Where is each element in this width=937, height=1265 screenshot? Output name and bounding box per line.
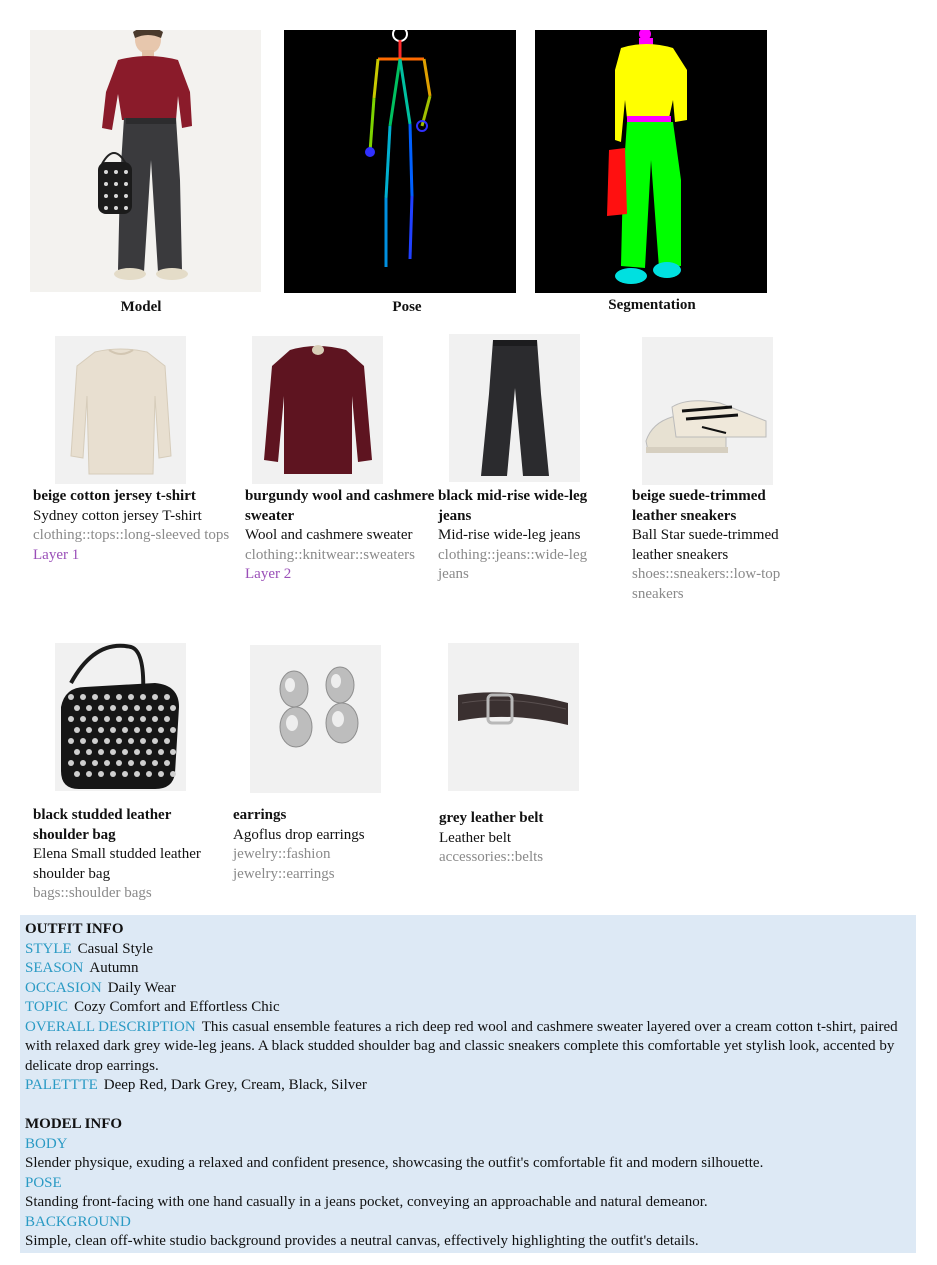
item-card-earrings (233, 806, 423, 884)
item-image-sweater (252, 336, 383, 484)
info-panel (20, 915, 916, 1253)
occasion-label: OCCASION (25, 979, 102, 996)
item-name: beige suede-trimmed leather sneakers (632, 488, 766, 524)
palette-label: PALETTTE (25, 1077, 98, 1093)
background-value: Simple, clean off-white studio background provides a neutral canvas, effectively highlighting the outfit's details. (25, 1233, 699, 1249)
item-layer: Layer 1 (33, 546, 80, 563)
item-card-sweater (245, 487, 435, 585)
item-image-bag (55, 643, 186, 791)
model-photo (30, 30, 261, 292)
background-label: BACKGROUND (25, 1213, 131, 1230)
palette-row (25, 1076, 911, 1096)
model-caption: Model (120, 299, 162, 315)
body-value: Slender physique, exuding a relaxed and confident presence, showcasing the outfit's comfortable fit and modern silhouette. (25, 1155, 764, 1171)
item-category: clothing::tops::long-sleeved tops (33, 527, 230, 543)
item-card-belt (439, 809, 619, 868)
model-info-title: MODEL INFO (25, 1116, 123, 1132)
pose-caption: Pose (392, 299, 422, 315)
pose-value: Standing front-facing with one hand casually in a jeans pocket, conveying an approachable and natural demeanor. (25, 1194, 708, 1210)
item-image-sneakers (642, 337, 773, 485)
item-name: burgundy wool and cashmere sweater (245, 488, 435, 524)
overall-row (25, 1018, 911, 1077)
item-category: clothing::jeans::wide-leg jeans (438, 546, 588, 582)
item-name: beige cotton jersey t-shirt (33, 488, 196, 504)
overall-label: OVERALL DESCRIPTION (25, 1018, 196, 1035)
style-row (25, 940, 911, 960)
item-name: earrings (233, 807, 287, 823)
item-image-belt (448, 643, 579, 791)
season-row (25, 959, 911, 979)
season-value: Autumn (89, 960, 139, 976)
item-desc: Agoflus drop earrings (233, 826, 365, 843)
segmentation-caption: Segmentation (608, 297, 696, 313)
topic-row (25, 998, 911, 1018)
item-category: accessories::belts (439, 849, 544, 865)
item-image-tshirt (55, 336, 186, 484)
item-desc: Mid-rise wide-leg jeans (438, 527, 581, 543)
item-desc: Sydney cotton jersey T-shirt (33, 507, 202, 524)
occasion-row (25, 979, 911, 999)
overall-value: This casual ensemble features a rich deep red wool and cashmere sweater layered over a cream cotton t-shirt, paired with relaxed dark grey wide-leg jeans. A black studded shoulder bag and classic sneakers complete this comfortable yet stylish look, accented by delicate drop earrings. (25, 1018, 898, 1074)
item-category: jewelry::fashion jewelry::earrings (233, 846, 335, 882)
outfit-info-title: OUTFIT INFO (25, 921, 124, 937)
body-label: BODY (25, 1135, 68, 1152)
item-category: clothing::knitwear::sweaters (245, 546, 415, 563)
pose-label: POSE (25, 1174, 62, 1191)
item-desc: Ball Star suede-trimmed leather sneakers (632, 527, 779, 563)
item-name: black mid-rise wide-leg jeans (438, 488, 588, 524)
topic-label: TOPIC (25, 999, 69, 1015)
item-desc: Elena Small studded leather shoulder bag (33, 846, 201, 882)
pose-image (284, 30, 516, 293)
segmentation-image (535, 30, 767, 293)
item-desc: Wool and cashmere sweater (245, 527, 413, 543)
topic-value: Cozy Comfort and Effortless Chic (74, 999, 280, 1015)
item-image-earrings (250, 645, 381, 793)
item-name: black studded leather shoulder bag (33, 807, 172, 843)
item-card-bag (33, 806, 223, 904)
occasion-value: Daily Wear (107, 979, 176, 996)
season-label: SEASON (25, 960, 84, 976)
item-name: grey leather belt (439, 810, 544, 826)
item-layer: Layer 2 (245, 566, 292, 582)
item-card-tshirt (33, 487, 233, 565)
palette-value: Deep Red, Dark Grey, Cream, Black, Silver (103, 1077, 367, 1093)
item-desc: Leather belt (439, 829, 512, 846)
item-card-sneakers (632, 487, 812, 604)
item-category: bags::shoulder bags (33, 885, 152, 901)
style-label: STYLE (25, 940, 72, 957)
item-card-jeans (438, 487, 608, 585)
item-image-jeans (449, 334, 580, 482)
item-category: shoes::sneakers::low-top sneakers (632, 566, 781, 602)
style-value: Casual Style (77, 940, 154, 957)
